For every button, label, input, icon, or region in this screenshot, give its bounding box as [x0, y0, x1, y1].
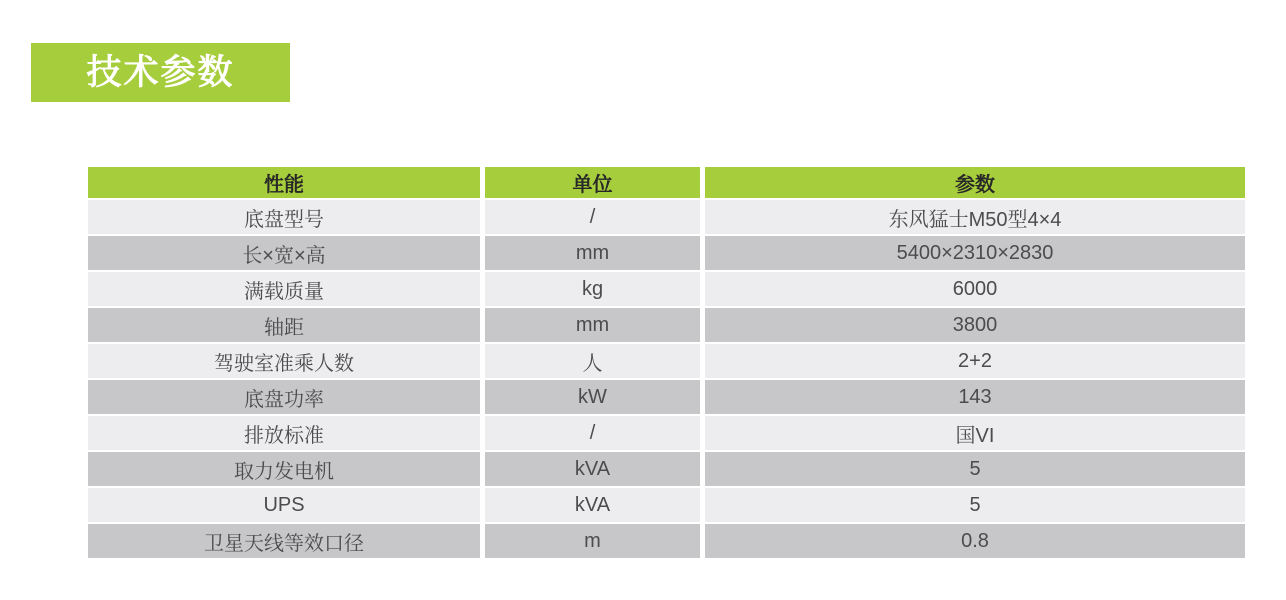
table-row: [88, 236, 1245, 270]
spec-value-cell: 5: [705, 452, 1245, 486]
header-cell-parameter: 参数: [705, 167, 1245, 198]
spec-name-cell: 取力发电机: [88, 452, 480, 486]
table-row: [88, 416, 1245, 450]
spec-unit-cell: kVA: [485, 452, 700, 486]
section-title-badge: [31, 43, 290, 102]
spec-unit-cell: m: [485, 524, 700, 558]
table-row: [88, 272, 1245, 306]
spec-value-cell: 6000: [705, 272, 1245, 306]
spec-value-cell: 国VI: [705, 416, 1245, 450]
spec-name-cell: 驾驶室准乘人数: [88, 344, 480, 378]
spec-value-cell: 5: [705, 488, 1245, 522]
spec-name-cell: 排放标准: [88, 416, 480, 450]
table-row: [88, 524, 1245, 558]
spec-name-cell: UPS: [88, 488, 480, 522]
spec-value-cell: 5400×2310×2830: [705, 236, 1245, 270]
table-row: [88, 488, 1245, 522]
spec-value-cell: 东风猛士M50型4×4: [705, 200, 1245, 234]
header-cell-performance: 性能: [88, 167, 480, 198]
table-row: [88, 344, 1245, 378]
spec-name-cell: 满载质量: [88, 272, 480, 306]
spec-unit-cell: mm: [485, 308, 700, 342]
spec-value-cell: 3800: [705, 308, 1245, 342]
spec-unit-cell: /: [485, 200, 700, 234]
spec-table: [88, 167, 1245, 560]
section-title: 技术参数: [86, 53, 235, 92]
table-row: [88, 452, 1245, 486]
table-row: [88, 200, 1245, 234]
spec-name-cell: 卫星天线等效口径: [88, 524, 480, 558]
spec-unit-cell: kW: [485, 380, 700, 414]
spec-unit-cell: /: [485, 416, 700, 450]
spec-unit-cell: kVA: [485, 488, 700, 522]
table-body: [88, 200, 1245, 558]
spec-unit-cell: mm: [485, 236, 700, 270]
spec-value-cell: 0.8: [705, 524, 1245, 558]
spec-name-cell: 轴距: [88, 308, 480, 342]
spec-value-cell: 2+2: [705, 344, 1245, 378]
spec-name-cell: 长×宽×高: [88, 236, 480, 270]
spec-value-cell: 143: [705, 380, 1245, 414]
spec-name-cell: 底盘功率: [88, 380, 480, 414]
table-row: [88, 308, 1245, 342]
table-row: [88, 380, 1245, 414]
spec-unit-cell: kg: [485, 272, 700, 306]
table-header-row: [88, 167, 1245, 198]
spec-name-cell: 底盘型号: [88, 200, 480, 234]
spec-unit-cell: 人: [485, 344, 700, 378]
header-cell-unit: 单位: [485, 167, 700, 198]
